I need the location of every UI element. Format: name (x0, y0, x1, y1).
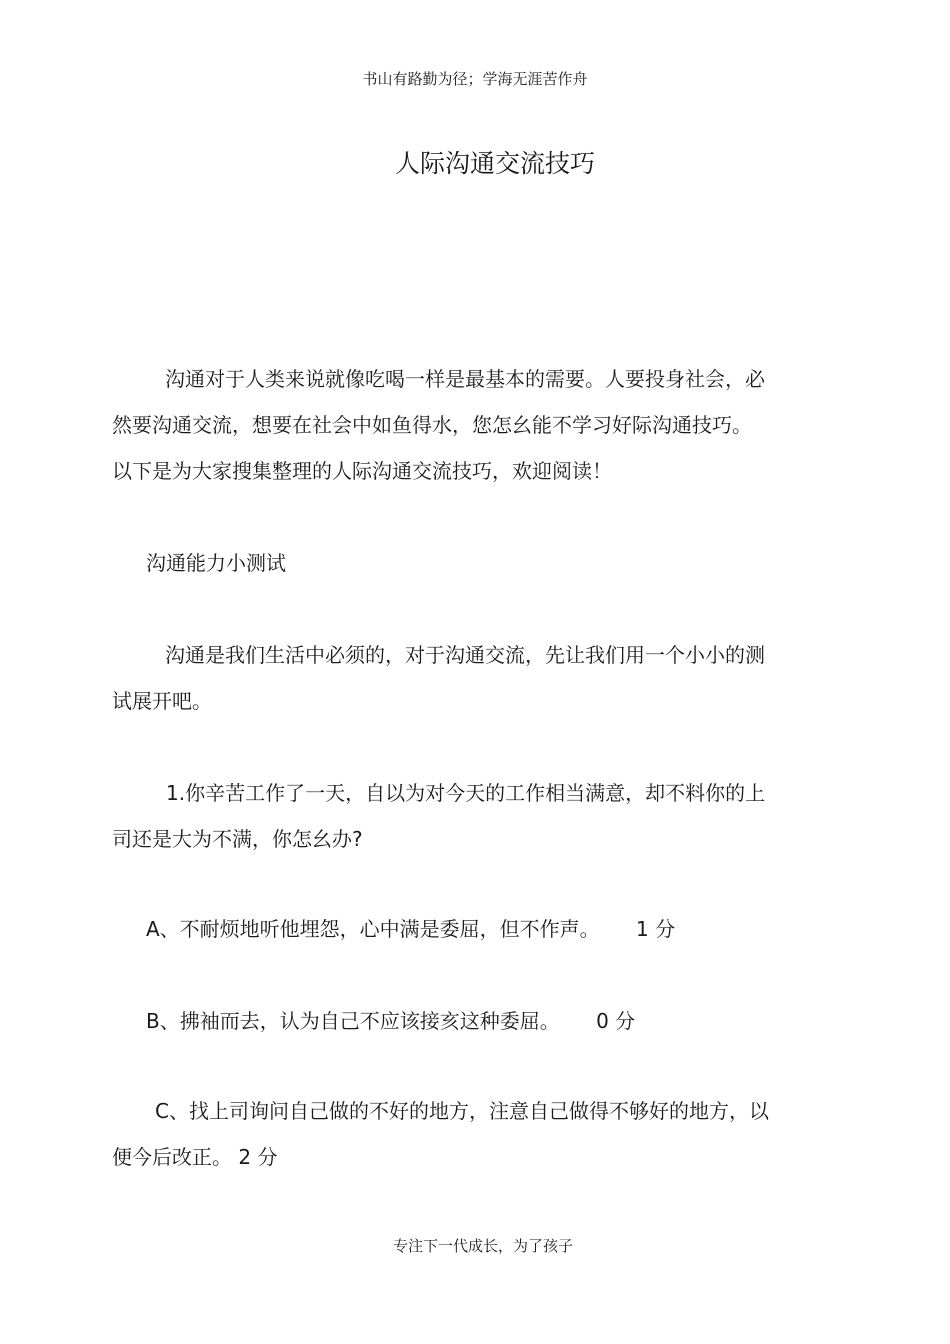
option-b-score: 0 分 (596, 1009, 636, 1033)
footer-motto: 专注下一代成长，为了孩子 (392, 1237, 573, 1255)
option-a (146, 906, 675, 952)
option-a-score: 1 分 (636, 917, 676, 941)
intro-line-2: 然要沟通交流，想要在社会中如鱼得水，您怎幺能不学习好际沟通技巧。 (112, 413, 752, 437)
option-c-line-1: C、找上司询问自己做的不好的地方，注意自己做得不够好的地方，以 (155, 1099, 769, 1123)
section-heading: 沟通能力小测试 (146, 551, 286, 575)
question-1-line-2: 司还是大为不满，你怎幺办? (112, 827, 363, 851)
option-c-line-2: 便今后改正。 2 分 (112, 1145, 278, 1169)
test-intro-line-1: 沟通是我们生活中必须的，对于沟通交流，先让我们用一个小小的测 (165, 643, 765, 667)
option-a-text: A、不耐烦地听他埋怨，心中满是委屈，但不作声。 (146, 917, 600, 941)
intro-line-3: 以下是为大家搜集整理的人际沟通交流技巧，欢迎阅读！ (112, 459, 612, 483)
option-b-text: B、拂袖而去，认为自己不应该接亥这种委屈。 (146, 1009, 560, 1033)
intro-line-1: 沟通对于人类来说就像吃喝一样是最基本的需要。人要投身社会，必 (165, 367, 765, 391)
document-title: 人际沟通交流技巧 (394, 149, 595, 178)
test-intro-line-2: 试展开吧。 (112, 689, 212, 713)
question-1-line-1: 1.你辛苦工作了一天，自以为对今天的工作相当满意，却不料你的上 (166, 781, 766, 805)
header-motto: 书山有路勤为径；学海无涯苦作舟 (362, 70, 588, 88)
option-b (146, 998, 635, 1044)
